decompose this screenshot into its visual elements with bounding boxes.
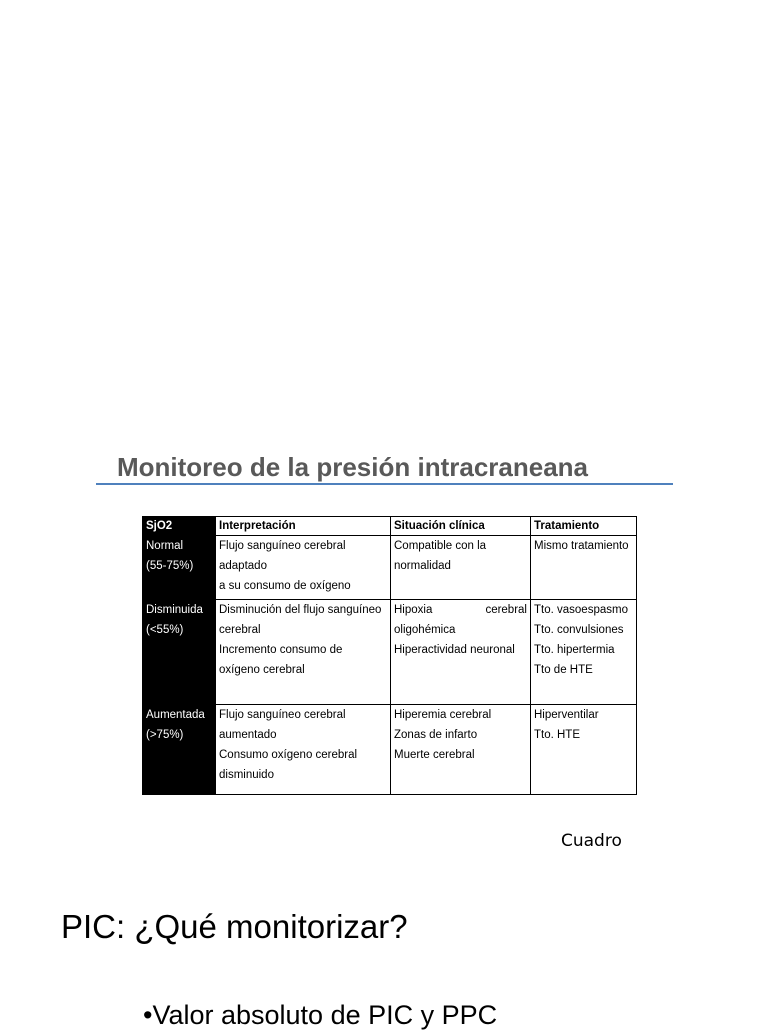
cell-sjo2 [143, 599, 216, 704]
table-caption: Cuadro [561, 831, 622, 851]
cell-line: Hiperemia cerebral [394, 709, 492, 722]
cell-line: Mismo tratamiento [534, 540, 629, 552]
cell-line: Tto. convulsiones [534, 623, 624, 636]
cell-interpretacion [216, 705, 391, 795]
cell-line: Compatible con la [394, 540, 487, 552]
cell-situacion [391, 599, 531, 704]
cell-sjo2 [143, 705, 216, 795]
cell-line: aumentado [219, 729, 277, 742]
header-interpretacion: Interpretación [216, 517, 391, 536]
cell-line: Disminución del flujo sanguíneo [219, 603, 382, 616]
cell-line: Hiperactividad neuronal [394, 643, 515, 656]
table-header-row [143, 517, 637, 536]
cell-situacion [391, 536, 531, 600]
section-heading: PIC: ¿Qué monitorizar? [61, 908, 408, 945]
cell-line [394, 600, 527, 620]
header-sjo2: SjO2 [143, 517, 216, 536]
sjo2-table [142, 516, 637, 795]
cell-word: Hipoxia [394, 603, 433, 616]
slide-title: Monitoreo de la presión intracraneana [117, 452, 588, 482]
cell-line: Tto. vasoespasmo [534, 603, 628, 616]
cell-line: Disminuida [146, 603, 203, 616]
cell-word: cerebral [485, 603, 527, 616]
header-tratamiento: Tratamiento [531, 517, 637, 536]
cell-line: oligohémica [394, 623, 456, 636]
cell-line: Zonas de infarto [394, 729, 478, 742]
table-row-disminuida [143, 599, 637, 704]
cell-line: Hiperventilar [534, 709, 599, 722]
cell-line: adaptado [219, 560, 267, 572]
cell-line: Muerte cerebral [394, 749, 475, 762]
cell-line: Tto de HTE [534, 663, 593, 676]
cell-situacion [391, 705, 531, 795]
title-underline [96, 483, 673, 485]
cell-line: cerebral [219, 623, 261, 636]
table-row-normal [143, 536, 637, 600]
cell-line: (55-75%) [146, 560, 194, 572]
table-row-aumentada [143, 705, 637, 795]
cell-line: Incremento consumo de [219, 643, 343, 656]
cell-interpretacion [216, 599, 391, 704]
cell-line: Normal [146, 540, 184, 552]
cell-line: Flujo sanguíneo cerebral [219, 709, 346, 722]
cell-interpretacion [216, 536, 391, 600]
cell-sjo2 [143, 536, 216, 600]
cell-line: (<55%) [146, 623, 184, 636]
bullet-item: •Valor absoluto de PIC y PPC [143, 1000, 498, 1030]
cell-line: Tto. HTE [534, 729, 581, 742]
cell-line: Consumo oxígeno cerebral [219, 749, 358, 762]
cell-line: Flujo sanguíneo cerebral [219, 540, 346, 552]
cell-line: oxígeno cerebral [219, 663, 305, 676]
cell-line: normalidad [394, 560, 451, 572]
cell-tratamiento [531, 705, 637, 795]
header-situacion: Situación clínica [391, 517, 531, 536]
cell-line: Tto. hipertermia [534, 643, 615, 656]
cell-line: a su consumo de oxígeno [219, 580, 351, 592]
cell-tratamiento [531, 536, 637, 600]
cell-tratamiento [531, 599, 637, 704]
cell-line: (>75%) [146, 729, 184, 742]
cell-line: Aumentada [146, 709, 205, 722]
cell-line: disminuido [219, 769, 274, 782]
